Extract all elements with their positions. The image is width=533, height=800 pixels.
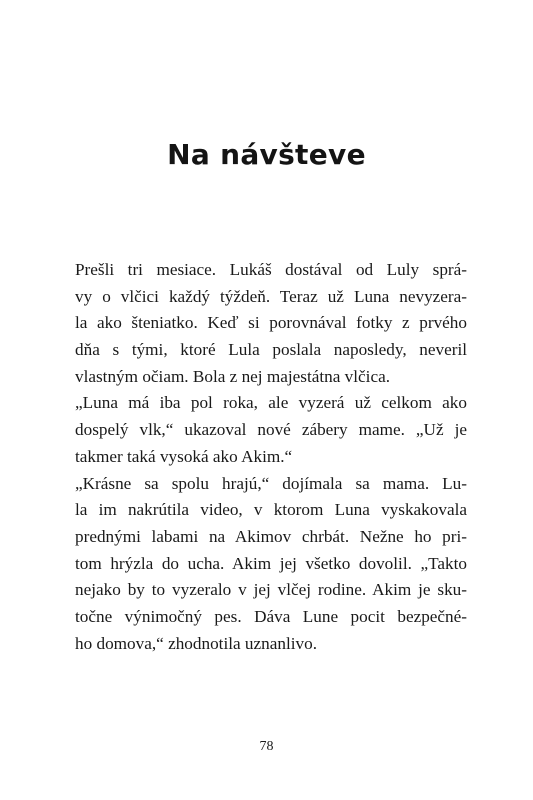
text-line: vy o vlčici každý týždeň. Teraz už Luna nevyzera- [75,286,467,306]
text-line: „Krásne sa spolu hrajú,“ dojímala sa mama. Lu- [75,473,467,493]
text-line: tom hrýzla do ucha. Akim jej všetko dovolil. „Takto [75,553,467,573]
page-number: 78 [259,739,274,754]
chapter-title: Na návšteve [167,138,366,171]
text-line: Prešli tri mesiace. Lukáš dostával od Luly sprá- [75,260,467,279]
text-line: „Luna má iba pol roka, ale vyzerá už celkom ako [75,393,467,413]
text-line: dospelý vlk,“ ukazoval nové zábery mame. „Už je [75,420,467,440]
text-line: takmer taká vysoká ako Akim.“ [75,446,293,466]
text-line: nejako by to vyzeralo v jej vlčej rodine. Akim je sku- [75,580,467,600]
text-line: la ako šteniatko. Keď si porovnával fotky z prvého [75,313,467,333]
text-line: la im nakrútila video, v ktorom Luna vyskakovala [75,500,467,520]
text-line: dňa s tými, ktoré Lula poslala naposledy, neveril [75,340,467,360]
text-line: prednými labami na Akimov chrbát. Nežne ho pri- [75,526,467,546]
text-line: točne výnimočný pes. Dáva Lune pocit bezpečné- [75,606,467,626]
body-text [75,257,467,657]
text-line: ho domova,“ zhodnotila uznanlivo. [75,633,318,653]
text-line: vlastným očiam. Bola z nej majestátna vlčica. [75,366,390,386]
